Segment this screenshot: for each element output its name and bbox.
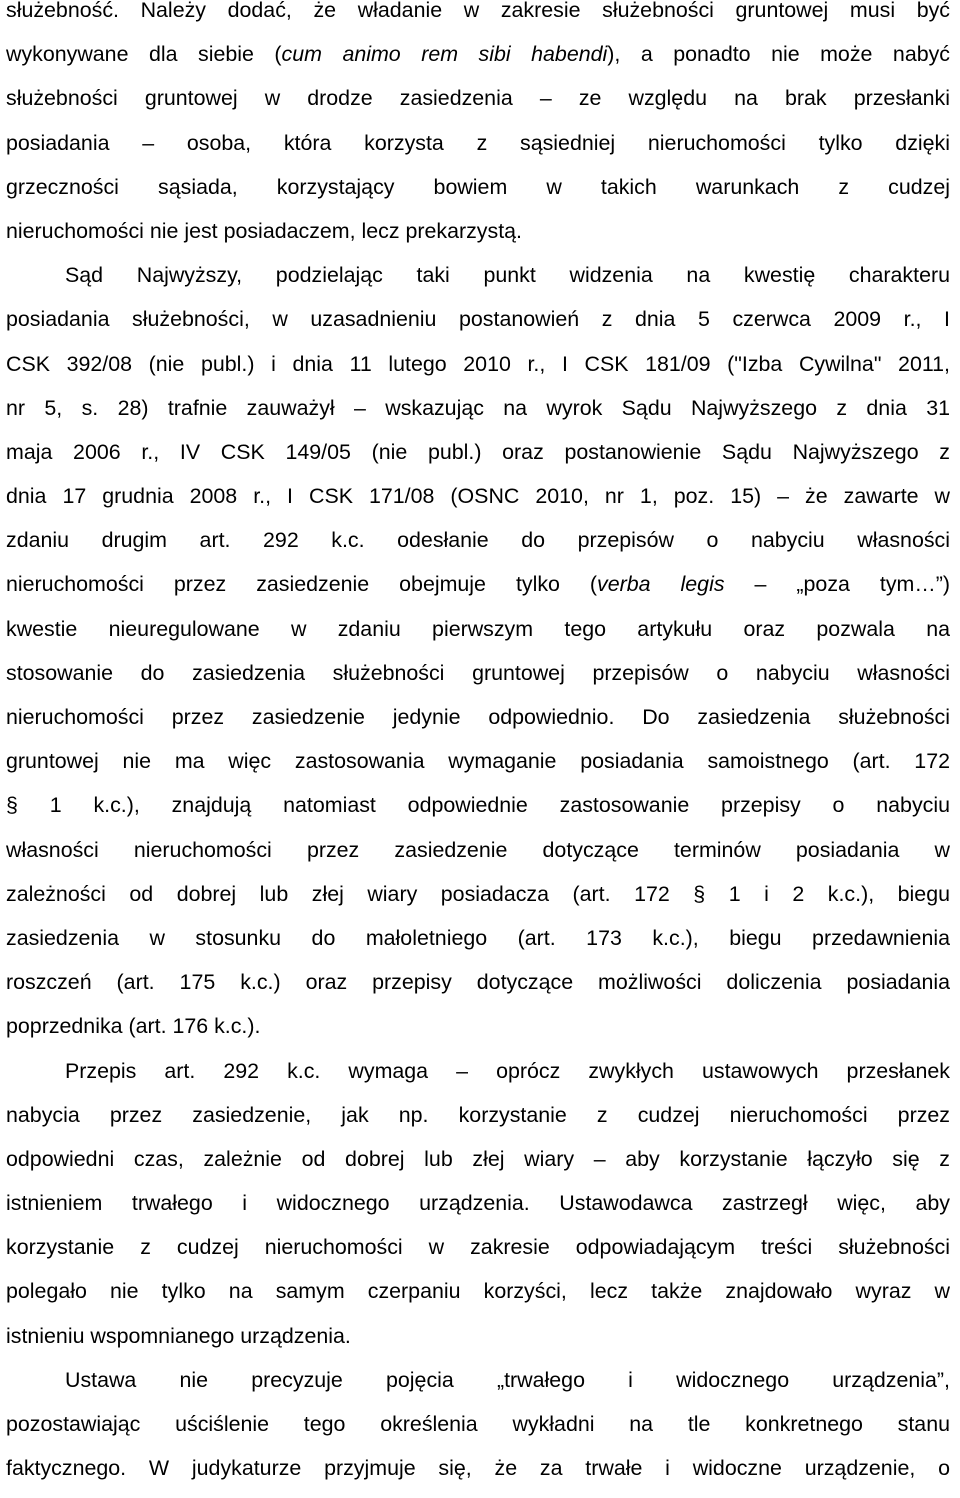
text-line: odpowiedni czas, zależnie od dobrej lub złej wiary – aby korzystanie łączyło się z	[6, 1146, 950, 1171]
text-line: roszczeń (art. 175 k.c.) oraz przepisy dotyczące możliwości doliczenia posiadania	[6, 970, 950, 995]
text-line: nr 5, s. 28) trafnie zauważył – wskazując na wyrok Sądu Najwyższego z dnia 31	[6, 395, 950, 420]
text-line: poprzednika (art. 176 k.c.).	[6, 1014, 261, 1039]
text-line: grzeczności sąsiada, korzystający bowiem w takich warunkach z cudzej	[6, 174, 950, 199]
text-segment: – „poza tym…”)	[724, 572, 950, 597]
text-segment: ), a ponadto nie może nabyć	[607, 42, 950, 67]
text-line: posiadania służebności, w uzasadnieniu postanowień z dnia 5 czerwca 2009 r., I	[6, 307, 950, 332]
text-segment: wykonywane dla siebie (	[6, 42, 282, 67]
text-line: nieruchomości przez zasiedzenie jedynie odpowiednio. Do zasiedzenia służebności	[6, 705, 950, 729]
text-line: Ustawa nie precyzuje pojęcia „trwałego i widocznego urządzenia”,	[65, 1367, 950, 1392]
document-page	[6, 0, 950, 1490]
text-line: nieruchomości nie jest posiadaczem, lecz prekarzystą.	[6, 218, 522, 243]
text-line: własności nieruchomości przez zasiedzenie dotyczące terminów posiadania w	[6, 837, 950, 862]
text-line: polegało nie tylko na samym czerpaniu korzyści, lecz także znajdowało wyraz w	[6, 1279, 950, 1304]
text-line: Sąd Najwyższy, podzielając taki punkt widzenia na kwestię charakteru	[65, 263, 950, 288]
text-line: posiadania – osoba, która korzysta z sąsiedniej nieruchomości tylko dzięki	[6, 130, 950, 155]
text-line: § 1 k.c.), znajdują natomiast odpowiednie zastosowanie przepisy o nabyciu	[6, 793, 950, 818]
text-line: służebność. Należy dodać, że władanie w zakresie służebności gruntowej musi być	[6, 0, 950, 22]
text-line: nabycia przez zasiedzenie, jak np. korzystanie z cudzej nieruchomości przez	[6, 1102, 950, 1127]
text-line: faktycznego. W judykaturze przyjmuje się, że za trwałe i widoczne urządzenie, o	[6, 1456, 950, 1481]
italic-phrase: cum animo rem sibi habendi	[281, 42, 608, 67]
text-segment: nieruchomości przez zasiedzenie obejmuje tylko (	[6, 572, 598, 597]
text-line: służebności gruntowej w drodze zasiedzenia – ze względu na brak przesłanki	[6, 86, 950, 111]
text-line	[6, 32, 950, 76]
italic-phrase: verba legis	[597, 572, 725, 597]
text-line: gruntowej nie ma więc zastosowania wymaganie posiadania samoistnego (art. 172	[6, 749, 950, 774]
text-line: zależności od dobrej lub złej wiary posiadacza (art. 172 § 1 i 2 k.c.), biegu	[6, 881, 950, 906]
text-line: korzystanie z cudzej nieruchomości w zakresie odpowiadającym treści służebności	[6, 1235, 950, 1260]
text-line: dnia 17 grudnia 2008 r., I CSK 171/08 (OSNC 2010, nr 1, poz. 15) – że zawarte w	[6, 484, 950, 509]
text-line: kwestie nieuregulowane w zdaniu pierwszym tego artykułu oraz pozwala na	[6, 616, 950, 641]
text-line	[6, 562, 950, 606]
text-line: istnieniem trwałego i widocznego urządzenia. Ustawodawca zastrzegł więc, aby	[6, 1191, 950, 1216]
text-line: Przepis art. 292 k.c. wymaga – oprócz zwykłych ustawowych przesłanek	[65, 1058, 950, 1083]
text-line: istnieniu wspomnianego urządzenia.	[6, 1323, 351, 1348]
text-line: stosowanie do zasiedzenia służebności gruntowej przepisów o nabyciu własności	[6, 660, 950, 685]
text-line: pozostawiając uściślenie tego określenia wykładni na tle konkretnego stanu	[6, 1412, 950, 1436]
text-line: zasiedzenia w stosunku do małoletniego (art. 173 k.c.), biegu przedawnienia	[6, 925, 950, 950]
text-line: CSK 392/08 (nie publ.) i dnia 11 lutego 2010 r., I CSK 181/09 ("Izba Cywilna" 2011,	[6, 351, 950, 376]
text-line: maja 2006 r., IV CSK 149/05 (nie publ.) oraz postanowienie Sądu Najwyższego z	[6, 439, 950, 464]
text-line: zdaniu drugim art. 292 k.c. odesłanie do przepisów o nabyciu własności	[6, 528, 950, 553]
